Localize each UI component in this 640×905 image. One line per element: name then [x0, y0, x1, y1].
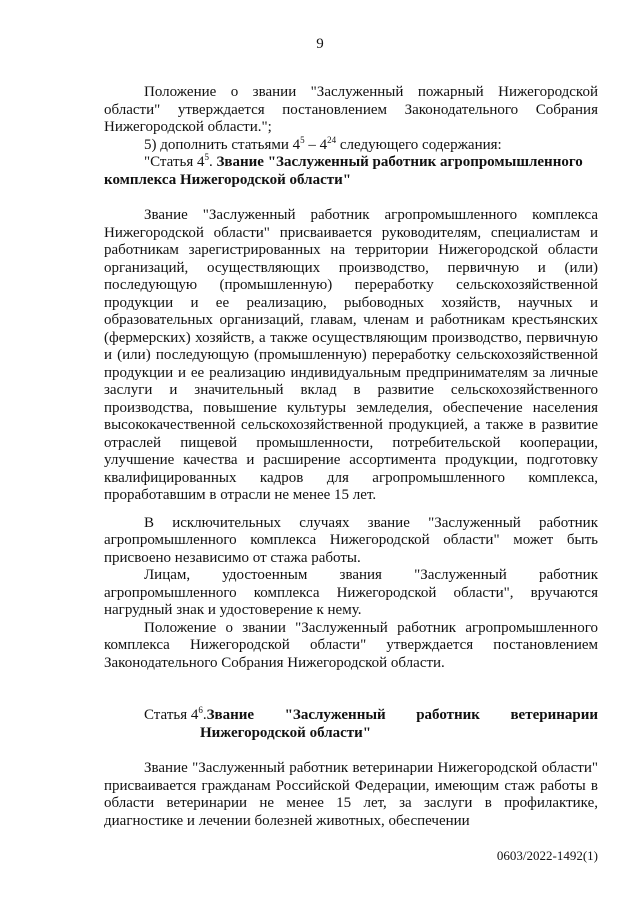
article-4-5-paragraph-4: Положение о звании "Заслуженный работник агропромышленного комплекса Нижегородской области" утверждается постановлением Законодательного Собрания Нижегородской области.	[104, 619, 598, 671]
paragraph-add-articles: 5) дополнить статьями $4^5 - 4^{24}$ следующего содержания:	[144, 134, 502, 153]
document-id: 0603/2022-1492(1)	[496, 848, 598, 863]
paragraph-fire-regulation: Положение о звании "Заслуженный пожарный Нижегородской области" утверждается постановлением Законодательного Собрания Нижегородской области.";	[104, 84, 598, 135]
page-number: 9	[316, 36, 324, 52]
article-4-6-heading-line-1: Статья $4^6.Звание$ "Заслуженный работник ветеринарии	[144, 705, 598, 723]
article-4-6-body	[104, 760, 598, 830]
article-4-5-body	[104, 207, 598, 672]
article-4-5-paragraph-2: В исключительных случаях звание "Заслуженный работник агропромышленного комплекса Нижегородской области" может быть присвоено независимо от стажа работы.	[104, 514, 598, 566]
article-4-5-paragraph-1: Звание "Заслуженный работник агропромышленного комплекса Нижегородской области" присваивается руководителям, специалистам и работникам зарегистрированных на территории Нижегородской области организаций, осуществляющих производство, первичную и (или) последующую (промышленную) переработку сельскохозяйственной продукции и ее реализацию, рыбоводных хозяйств, научных и образовательных организаций, главам, членам и работникам крестьянских (фермерских) хозяйств, а также осуществляющим производство, первичную и (или) последующую (промышленную) переработку сельскохозяйственной продукции и ее реализацию индивидуальным предпринимателям за личные заслуги и значительный вклад в развитие сельскохозяйственного производства, повышение культуры земледелия, обеспечение населения высококачественной сельскохозяйственной продукцией, а также в развитие отраслей пищевой промышленности, потребительской кооперации, улучшение качества и расширение ассортимента продукции, подготовку квалифицированных кадров для агропромышленного комплекса, проработавшим в отрасли не менее 15 лет.	[104, 207, 598, 503]
article-4-6-heading-line-2: Нижегородской области"	[200, 724, 372, 741]
intro-block	[104, 84, 598, 189]
article-4-6-paragraph-1: Звание "Заслуженный работник ветеринарии Нижегородской области" присваивается гражданам Российской Федерации, имеющим стаж работы в области ветеринарии не менее 15 лет, за заслуги в профилактике, диагностике и лечении болезней животных, обеспечении	[104, 760, 598, 829]
article-4-6-heading	[104, 707, 598, 742]
article-4-5-paragraph-3: Лицам, удостоенным звания "Заслуженный работник агропромышленного комплекса Нижегородской области", вручаются нагрудный знак и удостоверение к нему.	[104, 567, 598, 618]
article-4-5-heading: "Статья $4^5$. Звание "Заслуженный работник агропромышленного комплекса Нижегородской области"	[104, 152, 583, 188]
